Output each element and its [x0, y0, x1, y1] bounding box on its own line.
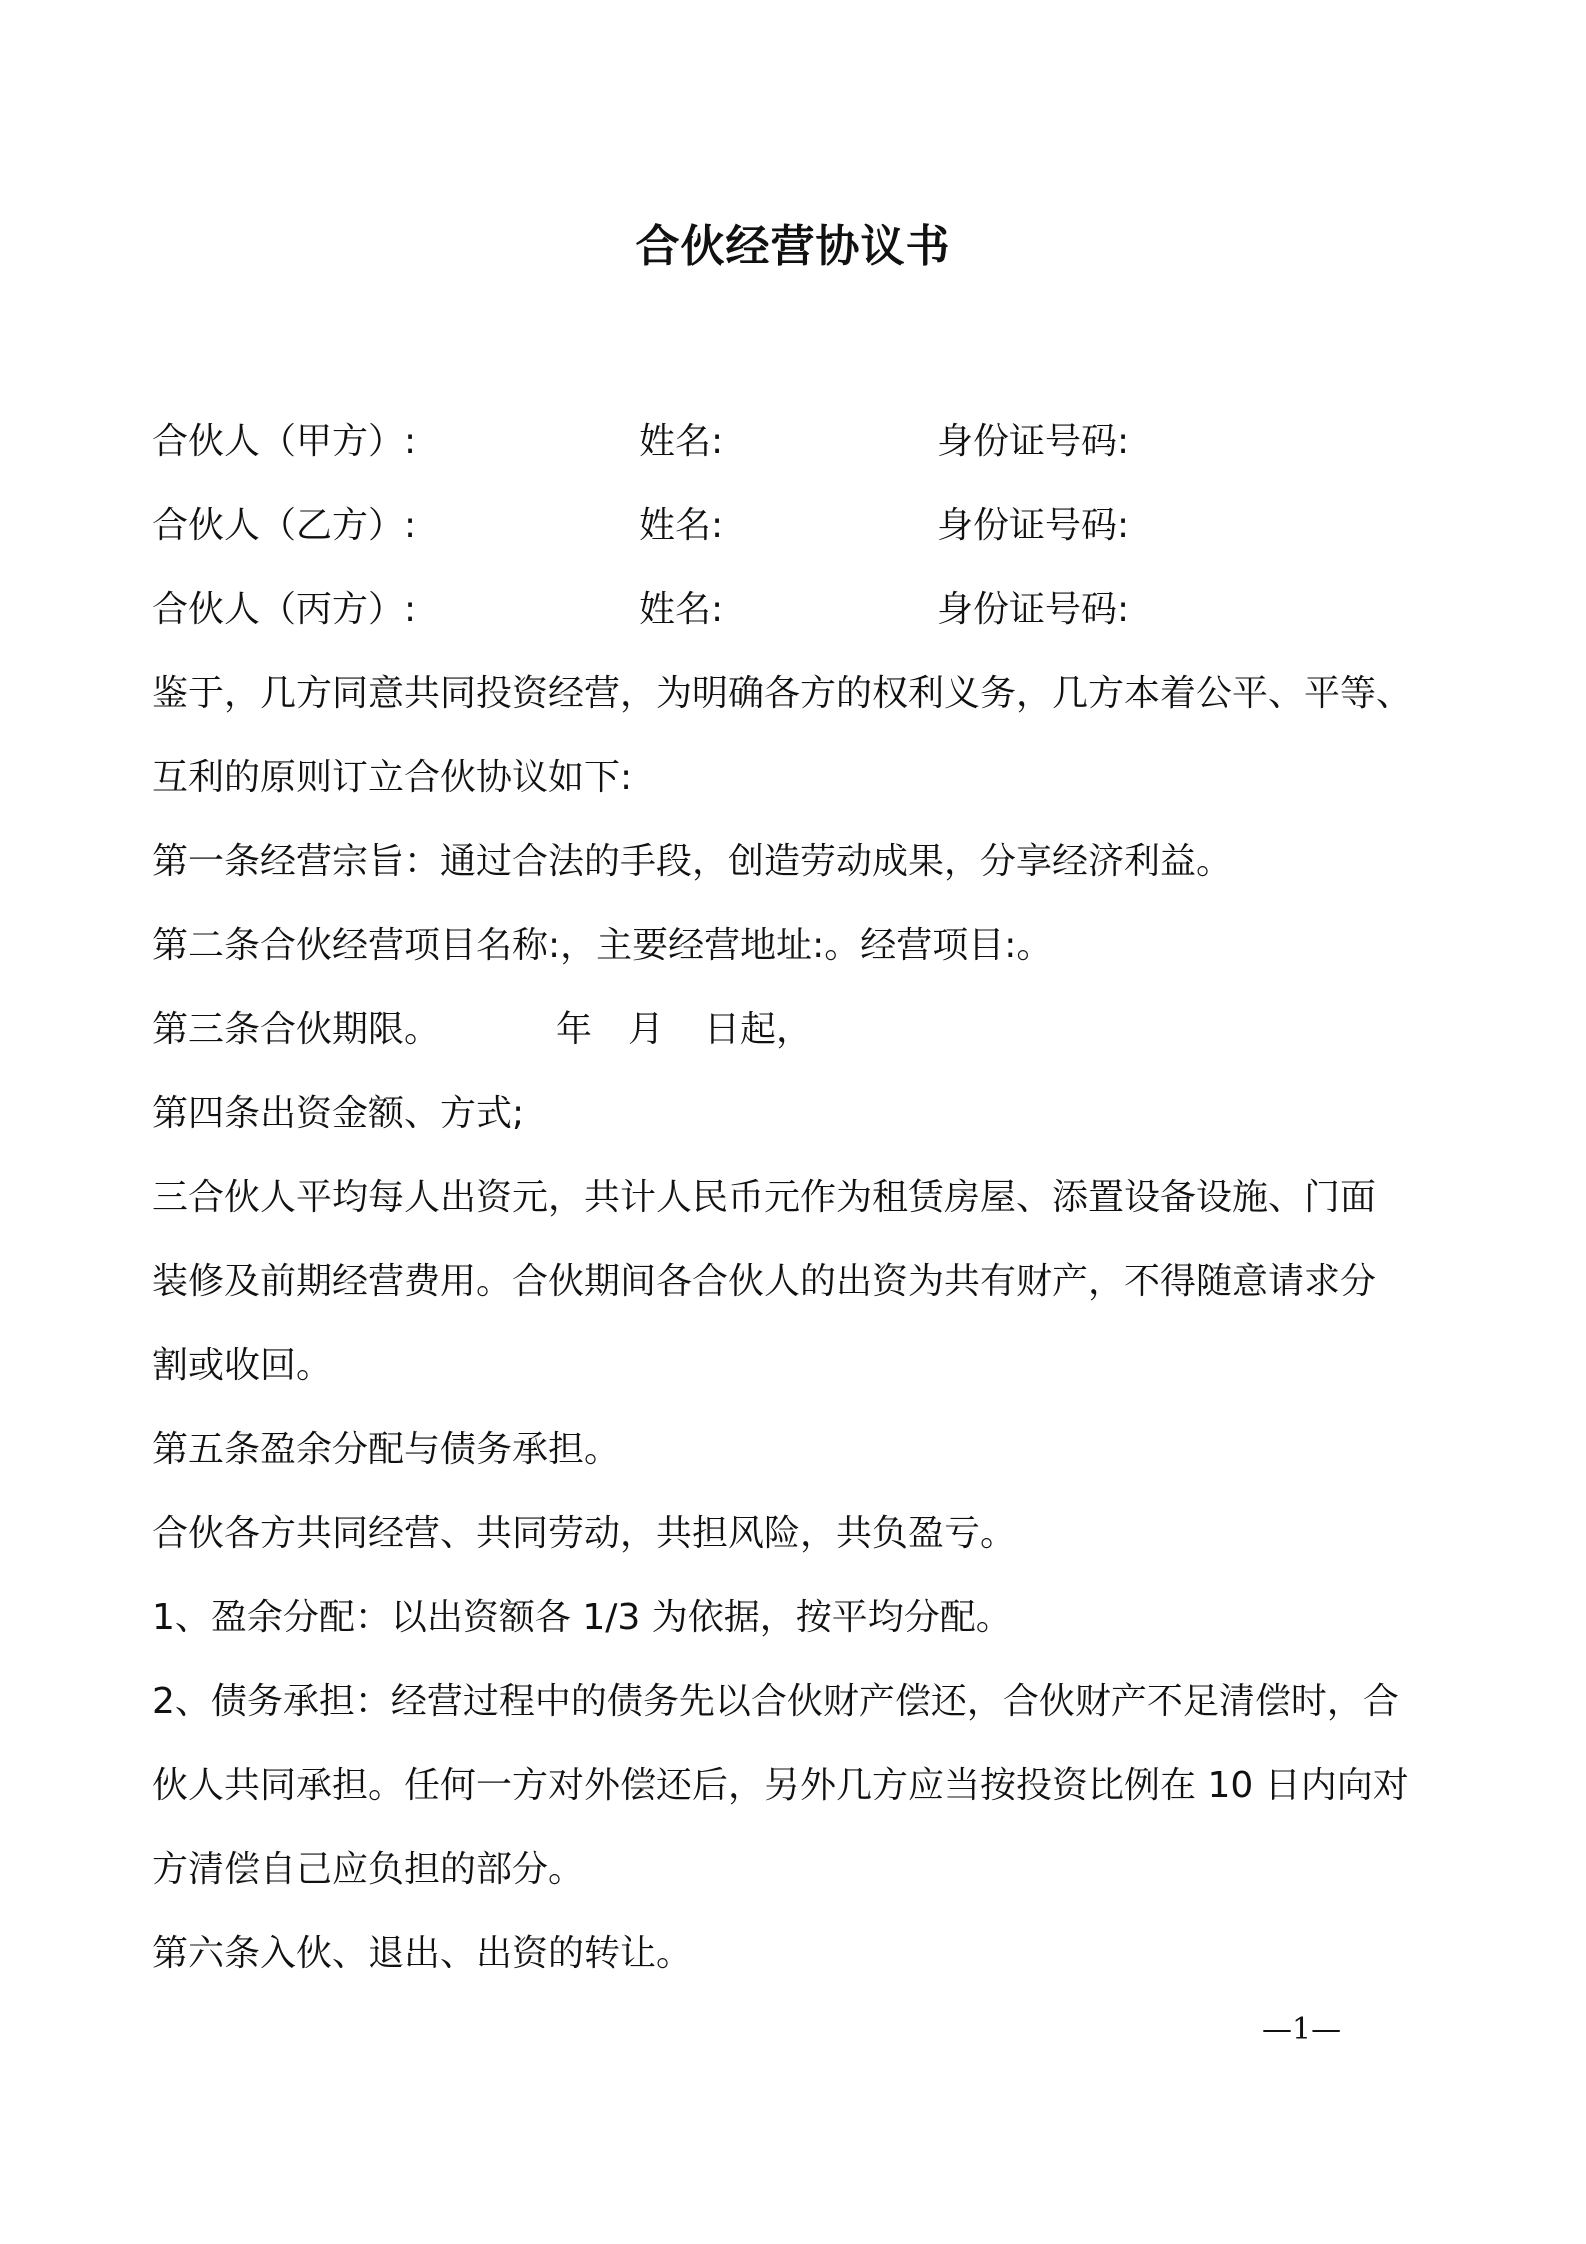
article-5-item-2-line-3: 方清偿自己应负担的部分。: [152, 1849, 585, 1890]
party-name-label: 姓名:: [639, 421, 724, 462]
article-5-item-2-line-2: 伙人共同承担。任何一方对外偿还后，另外几方应当按投资比例在 10 日内向对: [152, 1765, 1409, 1806]
intro-line-1: 鉴于，几方同意共同投资经营，为明确各方的权利义务，几方本着公平、平等、: [152, 673, 1413, 714]
article-3-text: 第三条合伙期限。: [152, 1009, 441, 1050]
article-3-year: 年: [556, 1009, 593, 1050]
document-body: [152, 400, 1452, 1996]
party-role: 合伙人（丙方）:: [152, 589, 417, 630]
article-1: 第一条经营宗旨：通过合法的手段，创造劳动成果，分享经济利益。: [152, 841, 1233, 882]
article-5-intro: 合伙各方共同经营、共同劳动，共担风险，共负盈亏。: [152, 1513, 1017, 1554]
page-number: —1—: [1262, 2012, 1342, 2047]
article-3: [152, 988, 1452, 1072]
article-6: 第六条入伙、退出、出资的转让。: [152, 1933, 693, 1974]
article-2: 第二条合伙经营项目名称:，主要经营地址:。经营项目:。: [152, 925, 1053, 966]
article-4-detail-line-3: 割或收回。: [152, 1345, 333, 1386]
party-name-label: 姓名:: [639, 589, 724, 630]
article-4-detail-line-2: 装修及前期经营费用。合伙期间各合伙人的出资为共有财产，不得随意请求分: [152, 1261, 1377, 1302]
article-3-day: 日起，: [704, 1009, 813, 1050]
party-id-label: 身份证号码:: [937, 505, 1130, 546]
intro-line-2: 互利的原则订立合伙协议如下:: [152, 757, 633, 798]
party-role: 合伙人（乙方）:: [152, 505, 417, 546]
party-row-b: [152, 484, 1452, 568]
document-title: 合伙经营协议书: [635, 221, 951, 272]
party-id-label: 身份证号码:: [937, 589, 1130, 630]
article-3-month: 月: [628, 1009, 665, 1050]
article-5-item-1: 1、盈余分配：以出资额各 1/3 为依据，按平均分配。: [152, 1597, 1012, 1638]
party-row-a: [152, 400, 1452, 484]
article-4: 第四条出资金额、方式;: [152, 1093, 525, 1134]
article-5: 第五条盈余分配与债务承担。: [152, 1429, 621, 1470]
party-row-c: [152, 568, 1452, 652]
party-id-label: 身份证号码:: [937, 421, 1130, 462]
party-name-label: 姓名:: [639, 505, 724, 546]
article-5-item-2-line-1: 2、债务承担：经营过程中的债务先以合伙财产偿还，合伙财产不足清偿时，合: [152, 1681, 1399, 1722]
article-4-detail-line-1: 三合伙人平均每人出资元，共计人民币元作为租赁房屋、添置设备设施、门面: [152, 1177, 1377, 1218]
party-role: 合伙人（甲方）:: [152, 421, 417, 462]
